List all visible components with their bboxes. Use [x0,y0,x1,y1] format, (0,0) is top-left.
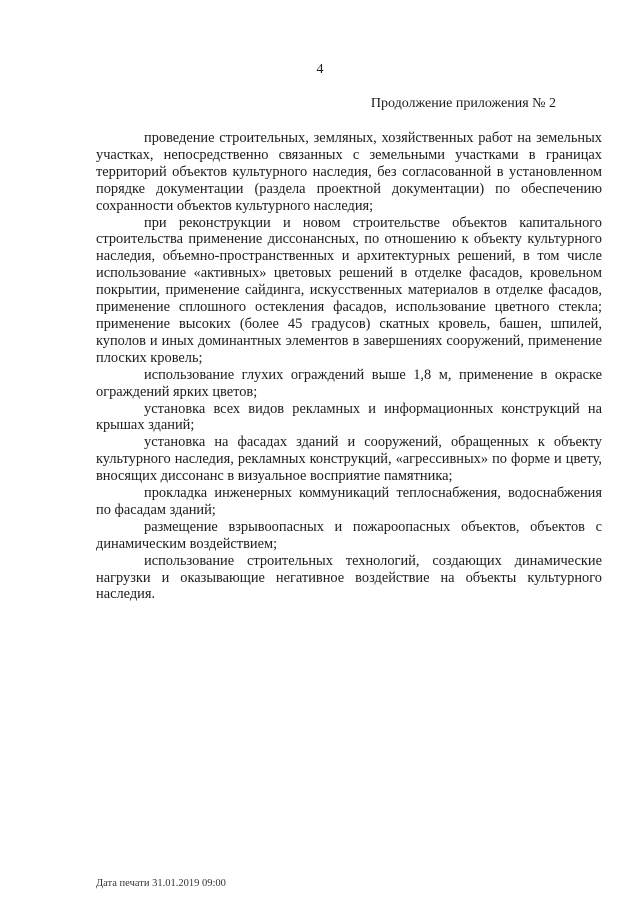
paragraph: прокладка инженерных коммуникаций теплоснабжения, водоснабжения по фасадам зданий; [96,485,602,518]
paragraph: использование глухих ограждений выше 1,8 м, применение в окраске ограждений ярких цветов; [96,366,602,400]
paragraph: размещение взрывоопасных и пожароопасных объектов, объектов с динамическим воздействием; [96,518,602,552]
paragraph: использование строительных технологий, создающих динамические нагрузки и оказывающие негативное воздействие на объекты культурного наследия. [96,552,602,603]
appendix-continuation-note: Продолжение приложения № 2 [370,96,556,111]
page-number: 4 [316,62,324,77]
paragraph: при реконструкции и новом строительстве объектов капитального строительства применение диссонансных, по отношению к объекту культурного наследия, объемно-пространственных и архитектурных решений, в том числе использование «активных» цветовых решений в отделке фасадов, кровельном покрытии, применение сайдинга, искусственных материалов в отделке фасадов, применение сплошного остекления фасадов, использование цветного стекла; применение высоких (более 45 градусов) скатных кровель, башен, шпилей, куполов и иных доминантных элементов в завершениях сооружений, применение плоских кровель; [96,214,602,366]
document-body [96,130,602,603]
paragraph: проведение строительных, земляных, хозяйственных работ на земельных участках, непосредственно связанных с земельными участками в границах территорий объектов культурного наследия, без согласованной в установленном порядке документации (раздела проектной документации) по обеспечению сохранности объектов культурного наследия; [96,130,602,214]
paragraph: установка на фасадах зданий и сооружений, обращенных к объекту культурного наследия, рекламных конструкций, «агрессивных» по форме и цвету, вносящих диссонанс в визуальное восприятие памятника; [96,434,602,485]
print-date-footer: Дата печати 31.01.2019 09:00 [96,878,226,889]
paragraph: установка всех видов рекламных и информационных конструкций на крышах зданий; [96,400,602,434]
